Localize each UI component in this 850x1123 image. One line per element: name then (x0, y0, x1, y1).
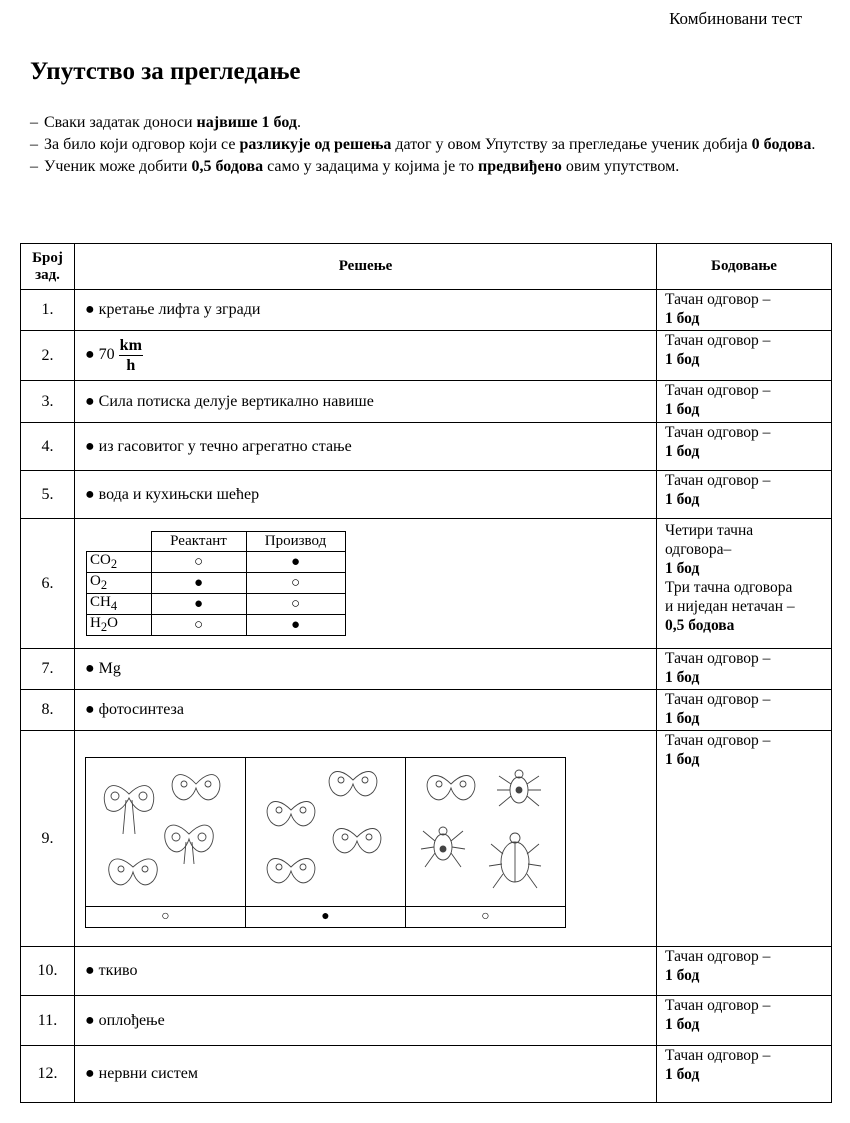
table-row (21, 947, 832, 996)
task-number: 8. (21, 690, 75, 731)
points-cell: Тачан одговор – 1 бод (657, 947, 832, 996)
points-cell: Тачан одговор – 1 бод (657, 731, 832, 947)
points-cell: Тачан одговор – 1 бод (657, 471, 832, 519)
grading-table (20, 243, 832, 1103)
page-title: Упутство за прегледање (30, 58, 301, 85)
solution-cell: ● оплођење (75, 996, 657, 1046)
reaction-row: $CH_4$ ● ○ (87, 594, 346, 615)
solution-cell: ● фотосинтеза (75, 690, 657, 731)
header-solution: Решење (75, 244, 657, 290)
option-mark: ○ (86, 907, 246, 928)
table-header-row (21, 244, 832, 290)
solution-cell: ● из гасовитог у течно агрегатно стање (75, 423, 657, 471)
points-cell: Тачан одговор – 1 бод (657, 331, 832, 381)
solution-cell: ● 70 $\frac{km}{h}$ (75, 331, 657, 381)
header-points: Бодовање (657, 244, 832, 290)
table-row (21, 471, 832, 519)
reaction-table (86, 531, 346, 636)
table-row (21, 1046, 832, 1103)
points-cell: Тачан одговор – 1 бод (657, 996, 832, 1046)
points-cell: Тачан одговор – 1 бод (657, 423, 832, 471)
points-cell: Тачан одговор – 1 бод (657, 381, 832, 423)
task-number: 3. (21, 381, 75, 423)
solution-cell: ● ткиво (75, 947, 657, 996)
table-row (21, 331, 832, 381)
reaction-header: Реактант (151, 532, 246, 552)
table-row (21, 519, 832, 649)
table-row (21, 690, 832, 731)
instruction-item: – За било који одговор који се разликује од решења датог у овом Упутству за прегледање ученик добија 0 бодова. (30, 136, 816, 153)
solution-cell: ● Сила потиска делује вертикално навише (75, 381, 657, 423)
task-number: 6. (21, 519, 75, 649)
task-number: 9. (21, 731, 75, 947)
points-cell: Тачан одговор – 1 бод (657, 1046, 832, 1103)
option-image-mixed-insects (406, 758, 566, 907)
points-cell: Четири тачна одговора– 1 бод Три тачна одговора и ниједан нетачан – 0,5 бодова (657, 519, 832, 649)
option-mark: ● (246, 907, 406, 928)
task-number: 7. (21, 649, 75, 690)
task-number: 10. (21, 947, 75, 996)
reaction-row: $H_2O$ ○ ● (87, 615, 346, 636)
reaction-row: $O_2$ ● ○ (87, 573, 346, 594)
instruction-item: – Ученик може добити 0,5 бодова само у задацима у којима је то предвиђено овим упутством. (30, 158, 680, 175)
table-row (21, 731, 832, 947)
header-task-number: Број зад. (21, 244, 75, 290)
instruction-item: – Сваки задатак доноси највише 1 бод. (30, 114, 301, 131)
solution-cell: ● нервни систем (75, 1046, 657, 1103)
table-row (21, 290, 832, 331)
task-number: 5. (21, 471, 75, 519)
fraction: $\frac{km}{h}$ (119, 337, 142, 374)
option-image-butterflies (246, 758, 406, 907)
table-row (21, 423, 832, 471)
task-number: 11. (21, 996, 75, 1046)
solution-cell: ● вода и кухињски шећер (75, 471, 657, 519)
task-number: 2. (21, 331, 75, 381)
table-row (21, 381, 832, 423)
solution-cell: ● кретање лифта у згради (75, 290, 657, 331)
task-number: 1. (21, 290, 75, 331)
table-row (21, 996, 832, 1046)
header-label: Комбиновани тест (669, 9, 802, 28)
task-number: 4. (21, 423, 75, 471)
points-cell: Тачан одговор – 1 бод (657, 290, 832, 331)
task-number: 12. (21, 1046, 75, 1103)
points-cell: Тачан одговор – 1 бод (657, 690, 832, 731)
solution-cell (75, 731, 657, 947)
reaction-row: $CO_2$ ○ ● (87, 552, 346, 573)
solution-cell (75, 519, 657, 649)
points-cell: Тачан одговор – 1 бод (657, 649, 832, 690)
option-image-moths (86, 758, 246, 907)
instructions (30, 112, 820, 178)
option-mark: ○ (406, 907, 566, 928)
solution-cell: ● Mg (75, 649, 657, 690)
picture-options (85, 757, 566, 928)
reaction-header: Производ (246, 532, 345, 552)
table-row (21, 649, 832, 690)
